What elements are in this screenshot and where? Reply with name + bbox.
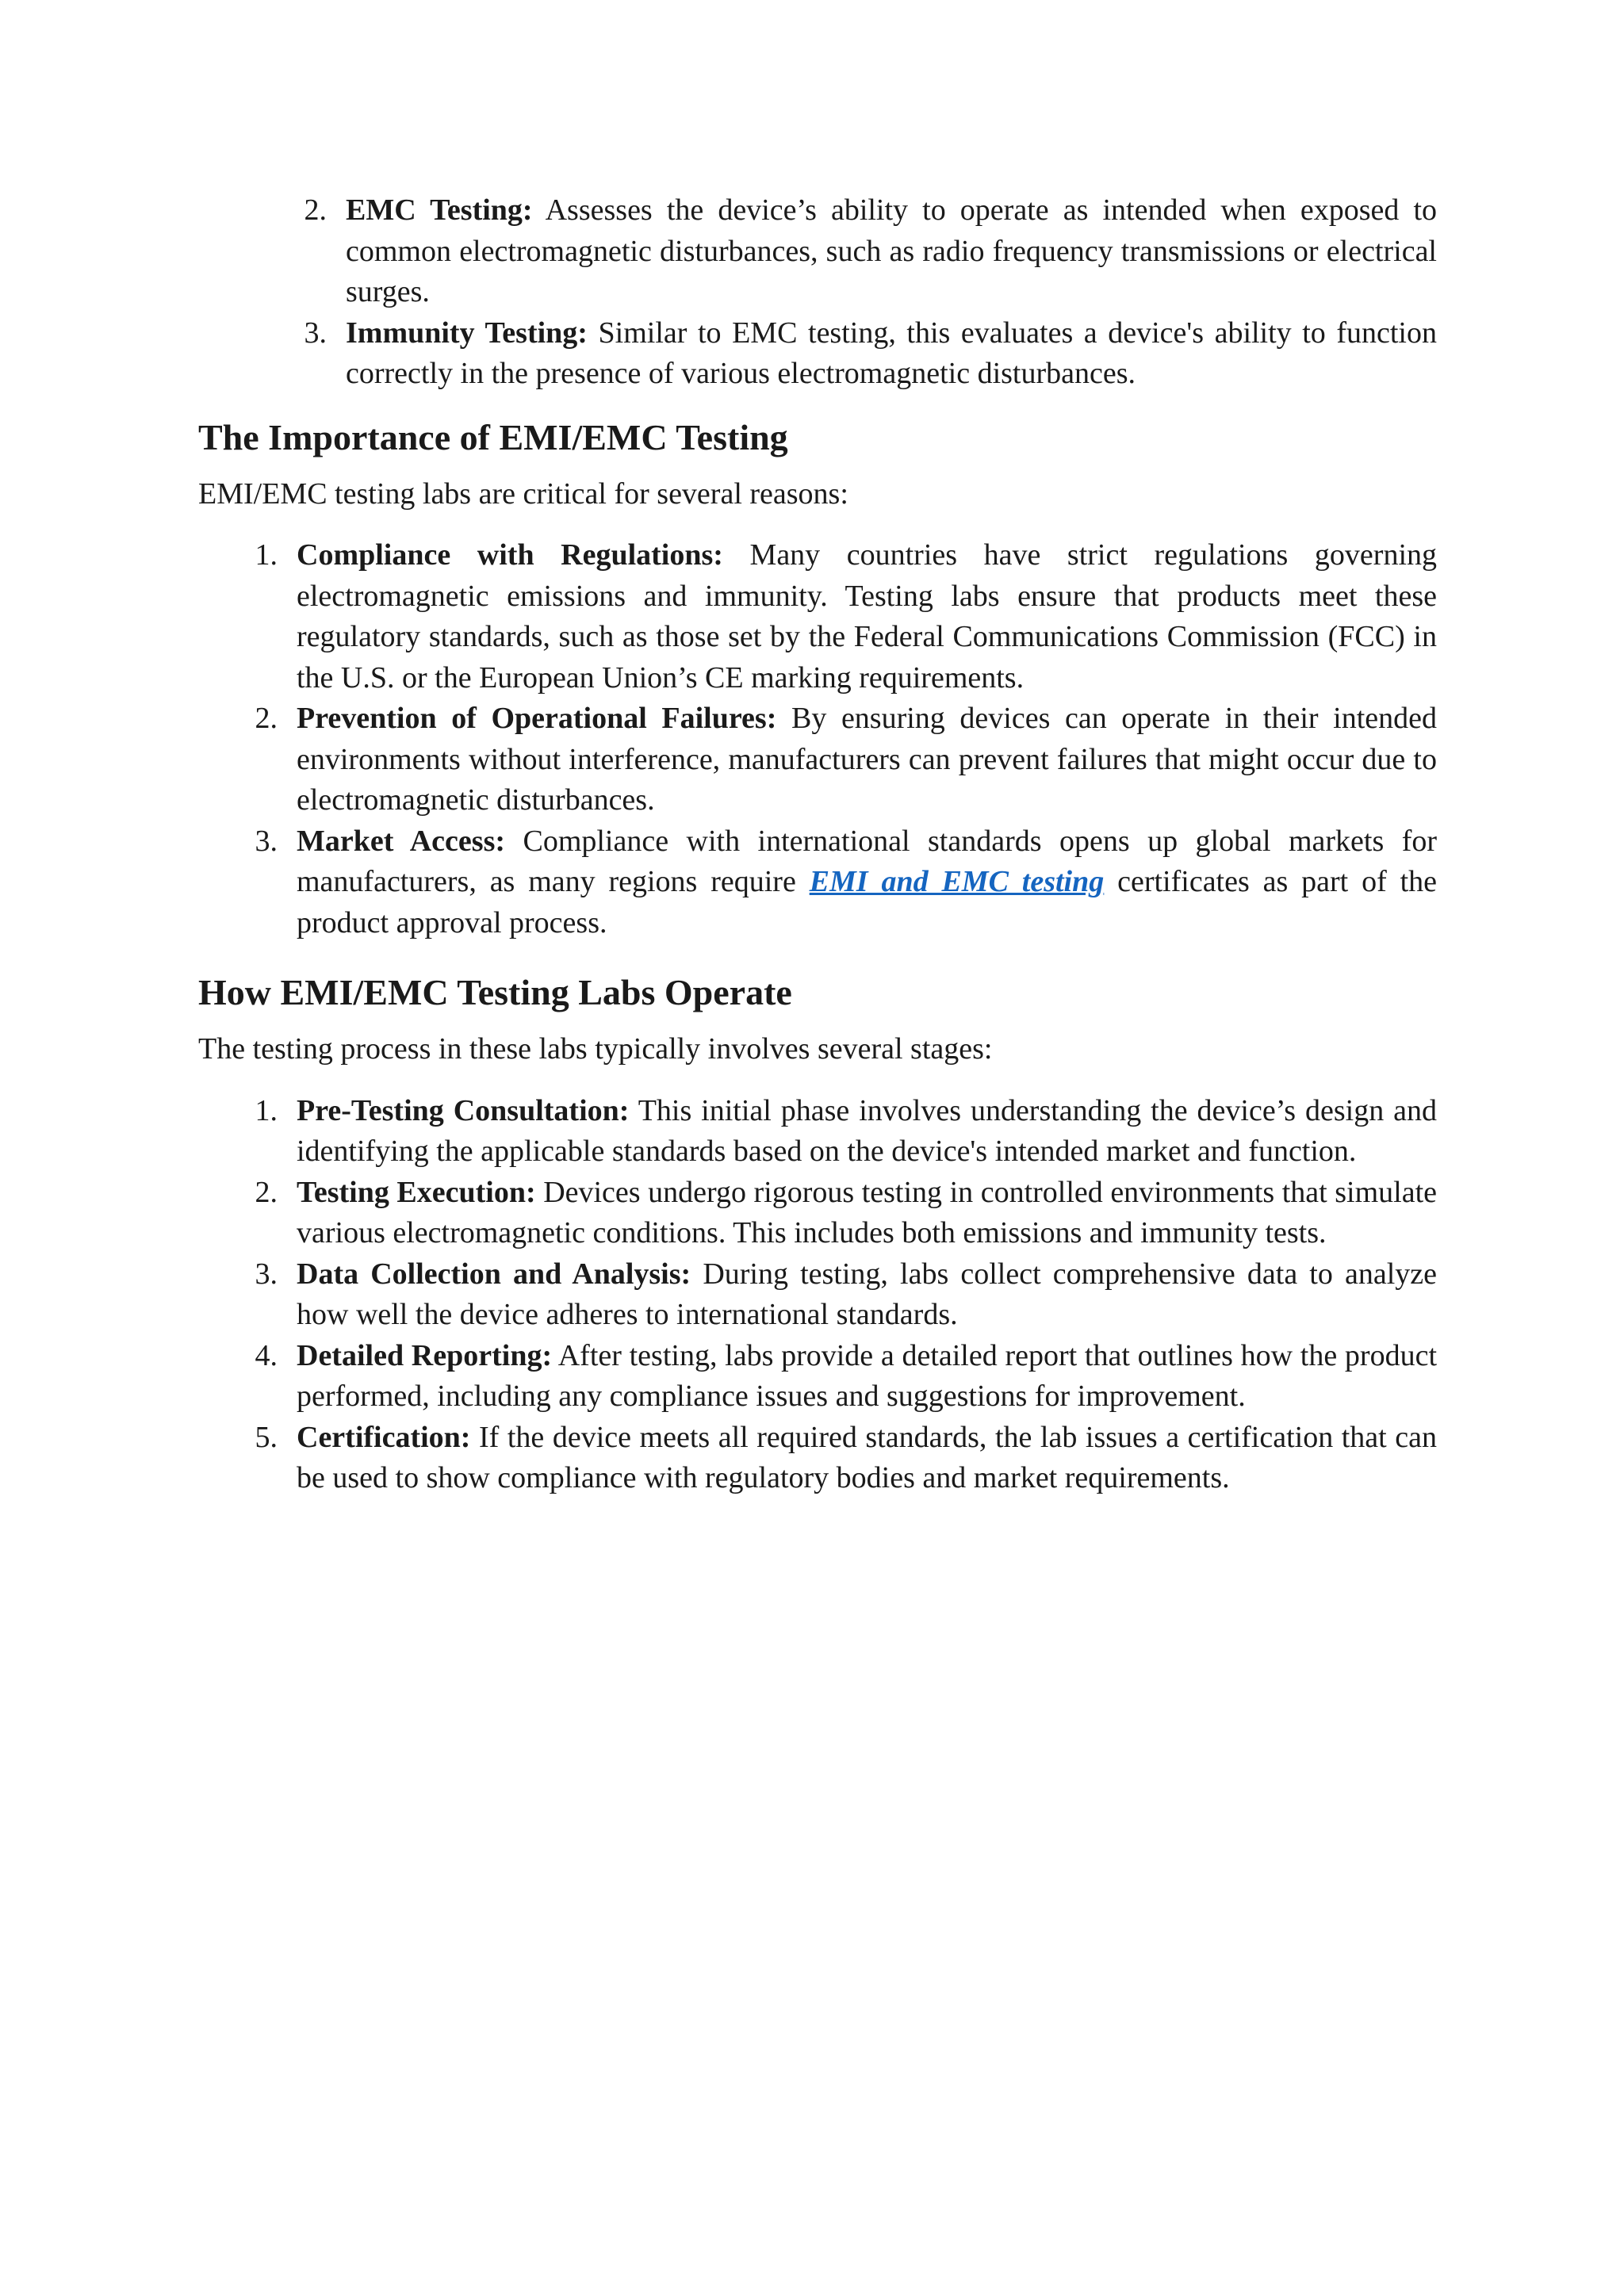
list-item-term: Data Collection and Analysis: bbox=[297, 1257, 691, 1291]
list-item-body bbox=[297, 535, 1437, 698]
list-item-text: Compliance with international standards opens up global markets for manufacturers, as many regions require bbox=[297, 824, 1438, 898]
list-item-text: Many countries have strict regulations governing electromagnetic emissions and immunity. Testing labs ensure that products meet these regulatory standards, such as those set by the Federal Communications Commission (FCC) in the U.S. or the European Union’s CE marking requirements. bbox=[297, 538, 1437, 695]
list-item bbox=[198, 1418, 1437, 1499]
list-item-body bbox=[346, 190, 1437, 313]
list-item-term: Immunity Testing: bbox=[346, 316, 588, 350]
list-item-body bbox=[297, 698, 1437, 821]
list-number: 3. bbox=[255, 824, 278, 858]
list-item-term: Certification: bbox=[297, 1420, 471, 1454]
section-intro-operate: The testing process in these labs typically involves several stages: bbox=[198, 1032, 993, 1066]
list-item-term: EMC Testing: bbox=[346, 193, 533, 227]
list-item bbox=[198, 698, 1437, 821]
list-item-body bbox=[297, 1254, 1437, 1336]
list-item-body bbox=[297, 1091, 1437, 1173]
list-item bbox=[198, 1091, 1437, 1173]
list-item-term: Compliance with Regulations: bbox=[297, 538, 723, 572]
section-heading-importance: The Importance of EMI/EMC Testing bbox=[198, 416, 788, 457]
list-item bbox=[198, 1254, 1437, 1336]
list-item-text: During testing, labs collect comprehensive data to analyze how well the device adheres to international standards. bbox=[297, 1257, 1438, 1331]
section-intro-importance: EMI/EMC testing labs are critical for several reasons: bbox=[198, 476, 848, 511]
list-item-text: This initial phase involves understanding the device’s design and identifying the applicable standards based on the device's intended market and function. bbox=[297, 1093, 1437, 1168]
list-item bbox=[198, 313, 1437, 395]
list-item-body bbox=[346, 313, 1437, 395]
list-item-text: Devices undergo rigorous testing in controlled environments that simulate various electromagnetic conditions. This includes both emissions and immunity tests. bbox=[297, 1175, 1437, 1249]
importance-list bbox=[198, 535, 1437, 943]
list-number: 3. bbox=[255, 1257, 278, 1291]
list-item-term: Pre-Testing Consultation: bbox=[297, 1093, 630, 1127]
list-number: 1. bbox=[255, 538, 278, 572]
list-item-term: Detailed Reporting: bbox=[297, 1338, 553, 1372]
list-item-body bbox=[297, 1336, 1437, 1418]
list-item-body bbox=[297, 1418, 1437, 1499]
list-item-body bbox=[297, 1173, 1437, 1254]
document-page bbox=[198, 190, 1437, 1499]
list-item-text: Similar to EMC testing, this evaluates a device's ability to function correctly in the presence of various electromagnetic disturbances. bbox=[346, 316, 1437, 390]
list-item-text: Assesses the device’s ability to operate as intended when exposed to common electromagnetic disturbances, such as radio frequency transmissions or electrical surges. bbox=[346, 193, 1438, 308]
list-item-term: Testing Execution: bbox=[297, 1175, 536, 1209]
list-item-text: By ensuring devices can operate in their intended environments without interference, manufacturers can prevent failures that might occur due to electromagnetic disturbances. bbox=[297, 702, 1437, 817]
list-number: 2. bbox=[304, 193, 327, 227]
list-item-text: If the device meets all required standards, the lab issues a certification that can be used to show compliance with regulatory bodies and market requirements. bbox=[297, 1420, 1437, 1494]
list-item-text: certificates as part of the product approval process. bbox=[297, 865, 1438, 939]
list-item-term: Prevention of Operational Failures: bbox=[297, 702, 777, 735]
list-number: 3. bbox=[304, 316, 327, 350]
list-item bbox=[198, 190, 1437, 313]
list-item-text: After testing, labs provide a detailed report that outlines how the product performed, including any compliance issues and suggestions for improvement. bbox=[297, 1338, 1438, 1413]
testing-types-list bbox=[198, 190, 1437, 395]
list-item bbox=[198, 1336, 1437, 1418]
list-item-term: Market Access: bbox=[297, 824, 506, 858]
list-number: 2. bbox=[255, 1175, 278, 1209]
list-number: 5. bbox=[255, 1420, 278, 1454]
operate-stages-list bbox=[198, 1091, 1437, 1499]
list-item bbox=[198, 821, 1437, 944]
section-heading-operate: How EMI/EMC Testing Labs Operate bbox=[198, 972, 792, 1012]
list-number: 2. bbox=[255, 702, 278, 735]
list-number: 4. bbox=[255, 1338, 278, 1372]
list-item bbox=[198, 535, 1437, 698]
list-item bbox=[198, 1173, 1437, 1254]
list-item-body bbox=[297, 821, 1437, 944]
list-number: 1. bbox=[255, 1093, 278, 1127]
emi-emc-testing-link[interactable]: EMI and EMC testing bbox=[809, 865, 1105, 898]
